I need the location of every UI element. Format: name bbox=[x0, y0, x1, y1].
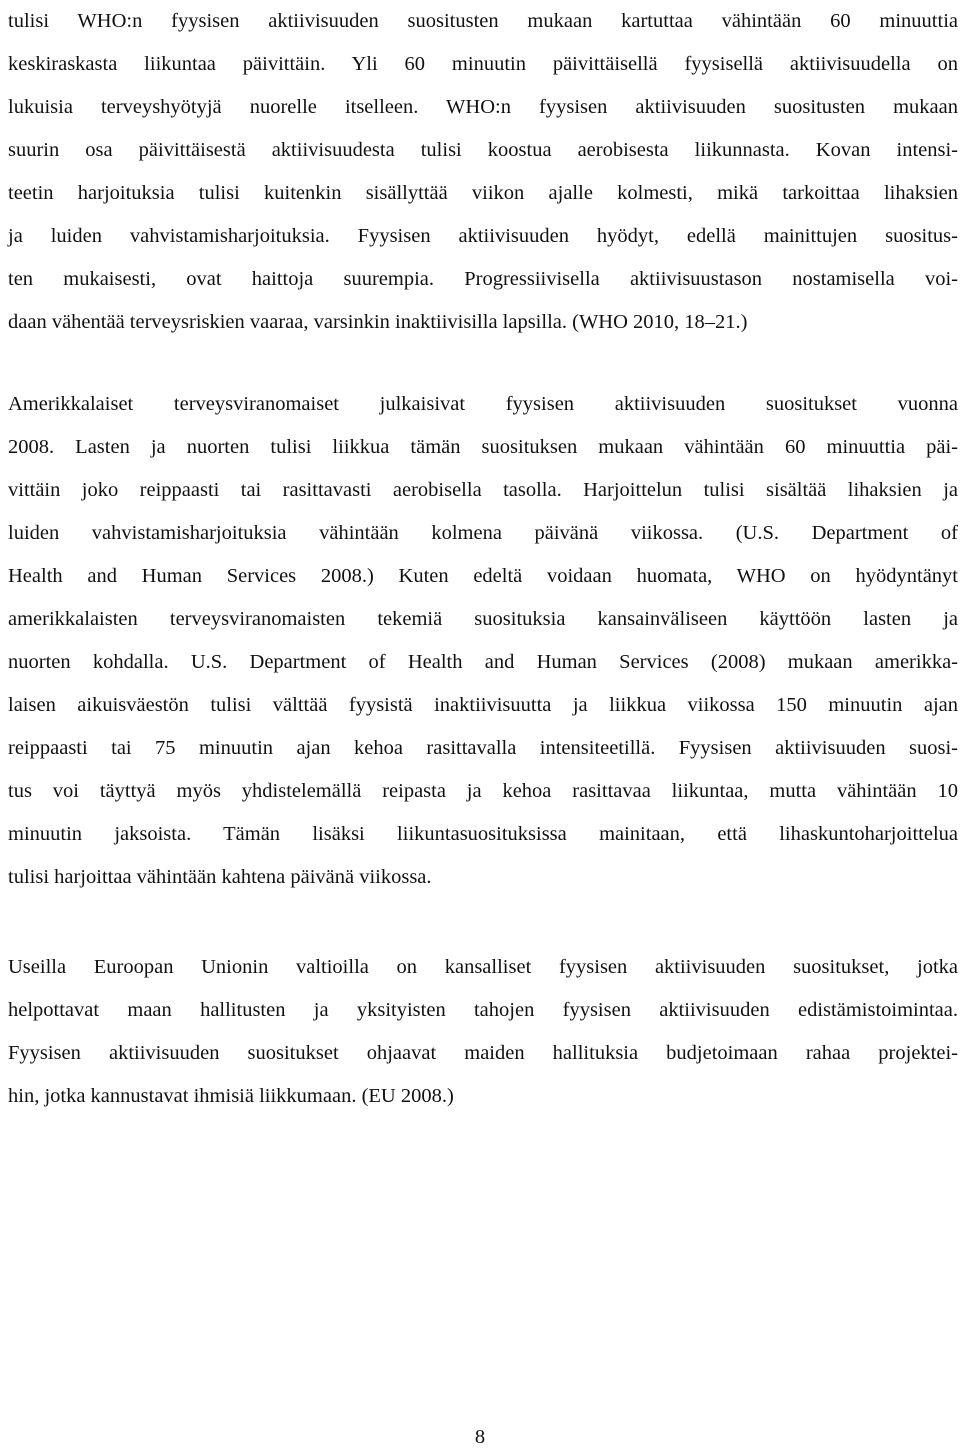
text-line: Useilla Euroopan Unionin valtioilla on kansalliset fyysisen aktiivisuuden suositukset, jotka bbox=[8, 956, 958, 978]
text-line: helpottavat maan hallitusten ja yksityisten tahojen fyysisen aktiivisuuden edistämistoimintaa. bbox=[8, 999, 958, 1021]
text-line: tus voi täyttyä myös yhdistelemällä reipasta ja kehoa rasittavaa liikuntaa, mutta vähintään 10 bbox=[8, 780, 958, 802]
text-line: ten mukaisesti, ovat haittoja suurempia. Progressiivisella aktiivisuustason nostamisella voi- bbox=[8, 268, 958, 290]
text-line: Amerikkalaiset terveysviranomaiset julkaisivat fyysisen aktiivisuuden suositukset vuonna bbox=[8, 393, 958, 415]
text-line: 2008. Lasten ja nuorten tulisi liikkua tämän suosituksen mukaan vähintään 60 minuuttia päi- bbox=[8, 436, 958, 458]
text-line: reippaasti tai 75 minuutin ajan kehoa rasittavalla intensiteetillä. Fyysisen aktiivisuuden suosi- bbox=[8, 737, 958, 759]
paragraph-3 bbox=[8, 946, 958, 1118]
text-line: suurin osa päivittäisestä aktiivisuudesta tulisi koostua aerobisesta liikunnasta. Kovan intensi- bbox=[8, 139, 958, 161]
text-line: laisen aikuisväestön tulisi välttää fyysistä inaktiivisuutta ja liikkua viikossa 150 minuutin ajan bbox=[8, 694, 958, 716]
text-line: hin, jotka kannustavat ihmisiä liikkumaan. (EU 2008.) bbox=[8, 1085, 454, 1107]
text-line: ja luiden vahvistamisharjoituksia. Fyysisen aktiivisuuden hyödyt, edellä mainittujen suositus- bbox=[8, 225, 958, 247]
text-line: nuorten kohdalla. U.S. Department of Health and Human Services (2008) mukaan amerikka- bbox=[8, 651, 958, 673]
paragraph-2 bbox=[8, 383, 958, 899]
text-line: lukuisia terveyshyötyjä nuorelle itselleen. WHO:n fyysisen aktiivisuuden suositusten mukaan bbox=[8, 96, 958, 118]
text-line: luiden vahvistamisharjoituksia vähintään kolmena päivänä viikossa. (U.S. Department of bbox=[8, 522, 958, 544]
text-line: minuutin jaksoista. Tämän lisäksi liikuntasuosituksissa mainitaan, että lihaskuntoharjoittelua bbox=[8, 823, 958, 845]
text-line: vittäin joko reippaasti tai rasittavasti aerobisella tasolla. Harjoittelun tulisi sisältää lihaksien ja bbox=[8, 479, 958, 501]
text-line: Fyysisen aktiivisuuden suositukset ohjaavat maiden hallituksia budjetoimaan rahaa projektei- bbox=[8, 1042, 958, 1064]
text-line: tulisi harjoittaa vähintään kahtena päivänä viikossa. bbox=[8, 866, 432, 888]
page-number: 8 bbox=[474, 1426, 486, 1448]
text-line: Health and Human Services 2008.) Kuten edeltä voidaan huomata, WHO on hyödyntänyt bbox=[8, 565, 958, 587]
text-line: tulisi WHO:n fyysisen aktiivisuuden suositusten mukaan kartuttaa vähintään 60 minuuttia bbox=[8, 10, 958, 32]
text-line: teetin harjoituksia tulisi kuitenkin sisällyttää viikon ajalle kolmesti, mikä tarkoittaa lihaksien bbox=[8, 182, 958, 204]
paragraph-1 bbox=[8, 0, 958, 344]
text-line: keskiraskasta liikuntaa päivittäin. Yli 60 minuutin päivittäisellä fyysisellä aktiivisuudella on bbox=[8, 53, 958, 75]
text-line: amerikkalaisten terveysviranomaisten tekemiä suosituksia kansainväliseen käyttöön lasten ja bbox=[8, 608, 958, 630]
text-line: daan vähentää terveysriskien vaaraa, varsinkin inaktiivisilla lapsilla. (WHO 2010, 18–21.) bbox=[8, 311, 748, 333]
